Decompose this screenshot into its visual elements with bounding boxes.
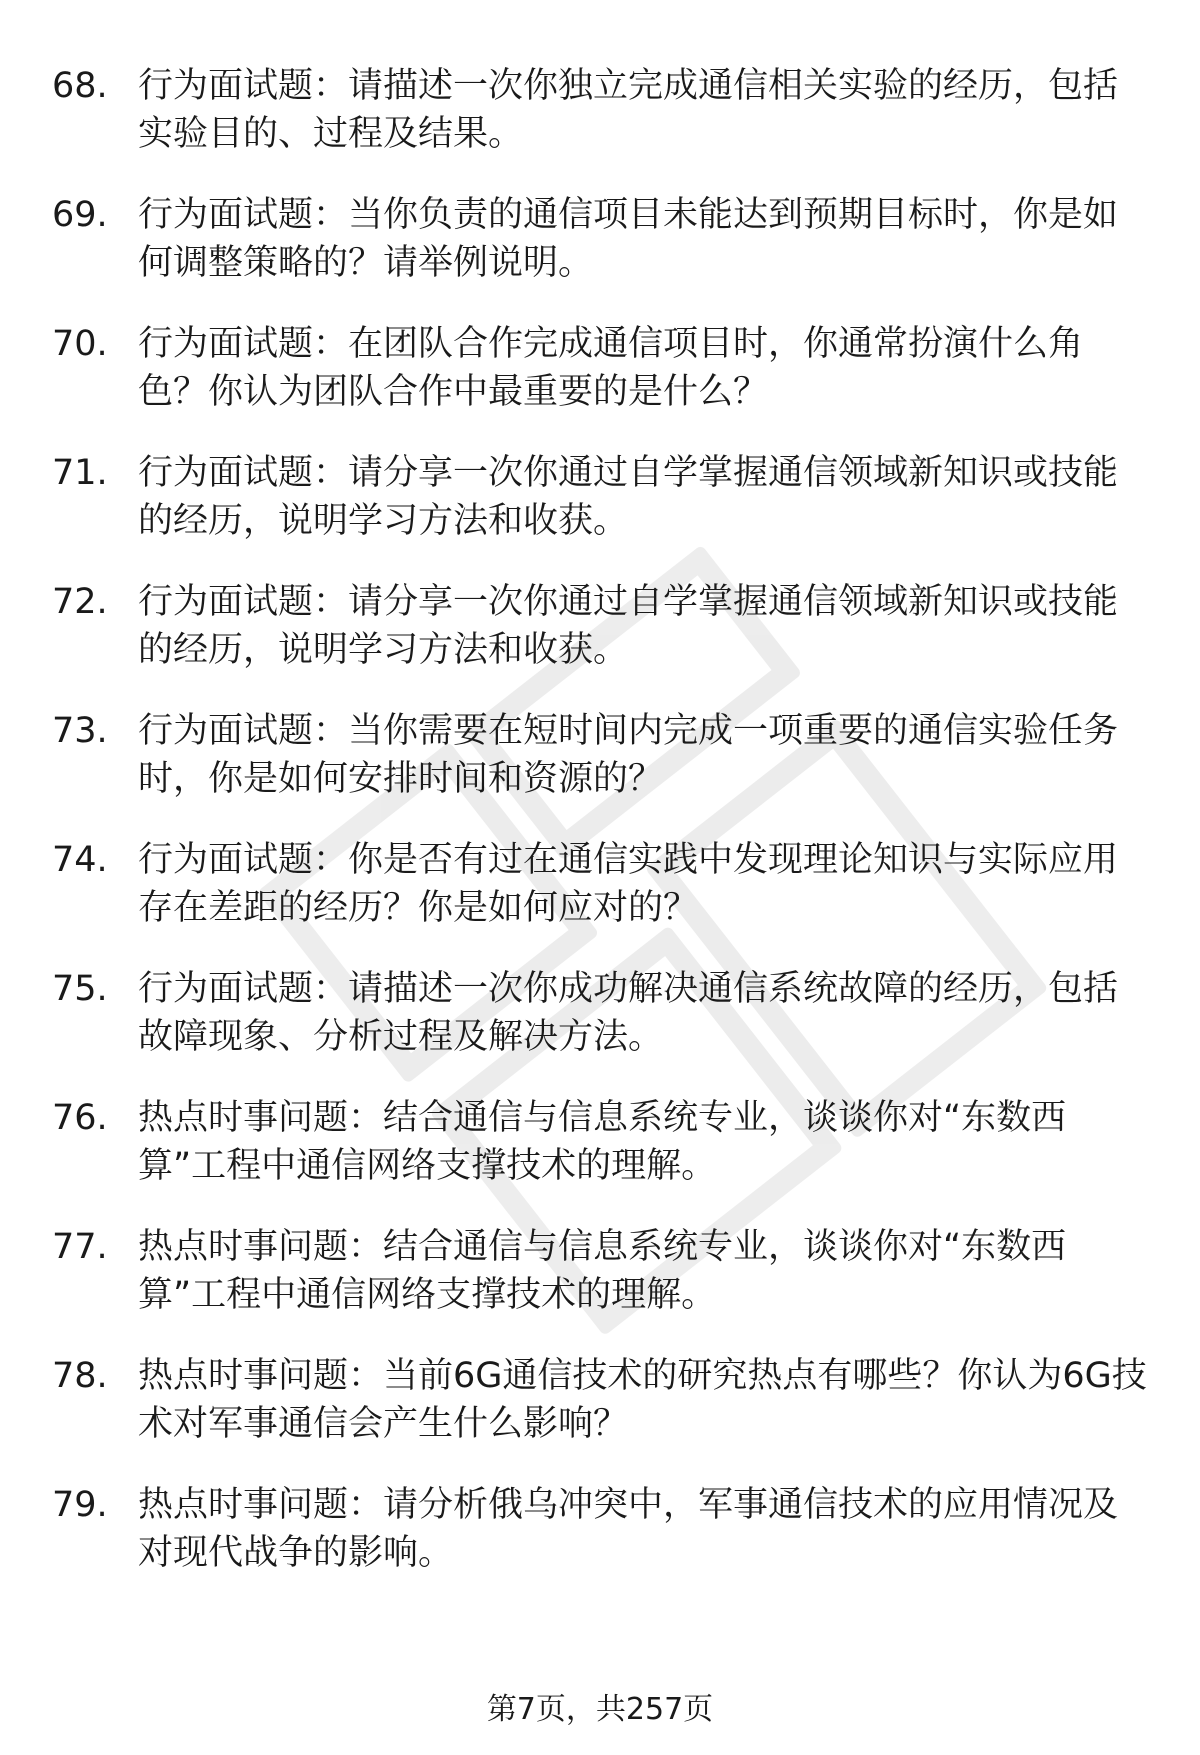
question-number: 70. bbox=[52, 324, 108, 364]
question-number: 74. bbox=[52, 840, 108, 880]
question-text: 行为面试题：当你需要在短时间内完成一项重要的通信实验任务时，你是如何安排时间和资源的？ bbox=[138, 711, 1119, 799]
question-item bbox=[52, 320, 1152, 449]
question-text: 行为面试题：请描述一次你成功解决通信系统故障的经历，包括故障现象、分析过程及解决方法。 bbox=[138, 969, 1119, 1057]
question-text: 行为面试题：请分享一次你通过自学掌握通信领域新知识或技能的经历，说明学习方法和收获。 bbox=[138, 582, 1119, 670]
page-footer bbox=[0, 1690, 1200, 1730]
question-text: 热点时事问题：结合通信与信息系统专业，谈谈你对“东数西算”工程中通信网络支撑技术的理解。 bbox=[138, 1098, 1067, 1186]
question-text: 行为面试题：当你负责的通信项目未能达到预期目标时，你是如何调整策略的？请举例说明。 bbox=[138, 195, 1119, 283]
question-number: 76. bbox=[52, 1098, 108, 1138]
question-item bbox=[52, 1352, 1152, 1481]
question-text: 行为面试题：你是否有过在通信实践中发现理论知识与实际应用存在差距的经历？你是如何应对的？ bbox=[138, 840, 1119, 928]
question-item bbox=[52, 1094, 1152, 1223]
question-item bbox=[52, 1223, 1152, 1352]
question-number: 77. bbox=[52, 1227, 108, 1267]
question-text: 热点时事问题：结合通信与信息系统专业，谈谈你对“东数西算”工程中通信网络支撑技术的理解。 bbox=[138, 1227, 1067, 1315]
question-item bbox=[52, 836, 1152, 965]
question-number: 75. bbox=[52, 969, 108, 1009]
question-text: 行为面试题：在团队合作完成通信项目时，你通常扮演什么角色？你认为团队合作中最重要的是什么？ bbox=[138, 324, 1084, 412]
question-item bbox=[52, 578, 1152, 707]
question-text: 行为面试题：请描述一次你独立完成通信相关实验的经历，包括实验目的、过程及结果。 bbox=[138, 66, 1119, 154]
question-text: 热点时事问题：请分析俄乌冲突中，军事通信技术的应用情况及对现代战争的影响。 bbox=[138, 1485, 1119, 1573]
question-number: 79. bbox=[52, 1485, 108, 1525]
question-item bbox=[52, 1481, 1152, 1610]
question-item bbox=[52, 191, 1152, 320]
question-item bbox=[52, 62, 1152, 191]
question-text: 热点时事问题：当前6G通信技术的研究热点有哪些？你认为6G技术对军事通信会产生什么影响？ bbox=[138, 1356, 1147, 1444]
question-item bbox=[52, 965, 1152, 1094]
question-number: 71. bbox=[52, 453, 108, 493]
question-item bbox=[52, 449, 1152, 578]
question-text: 行为面试题：请分享一次你通过自学掌握通信领域新知识或技能的经历，说明学习方法和收获。 bbox=[138, 453, 1119, 541]
question-number: 73. bbox=[52, 711, 108, 751]
question-item bbox=[52, 707, 1152, 836]
question-number: 68. bbox=[52, 66, 108, 106]
question-number: 72. bbox=[52, 582, 108, 622]
question-list bbox=[52, 62, 1152, 1610]
page-number-label: 第7页，共257页 bbox=[486, 1692, 714, 1727]
question-number: 78. bbox=[52, 1356, 108, 1396]
question-number: 69. bbox=[52, 195, 108, 235]
